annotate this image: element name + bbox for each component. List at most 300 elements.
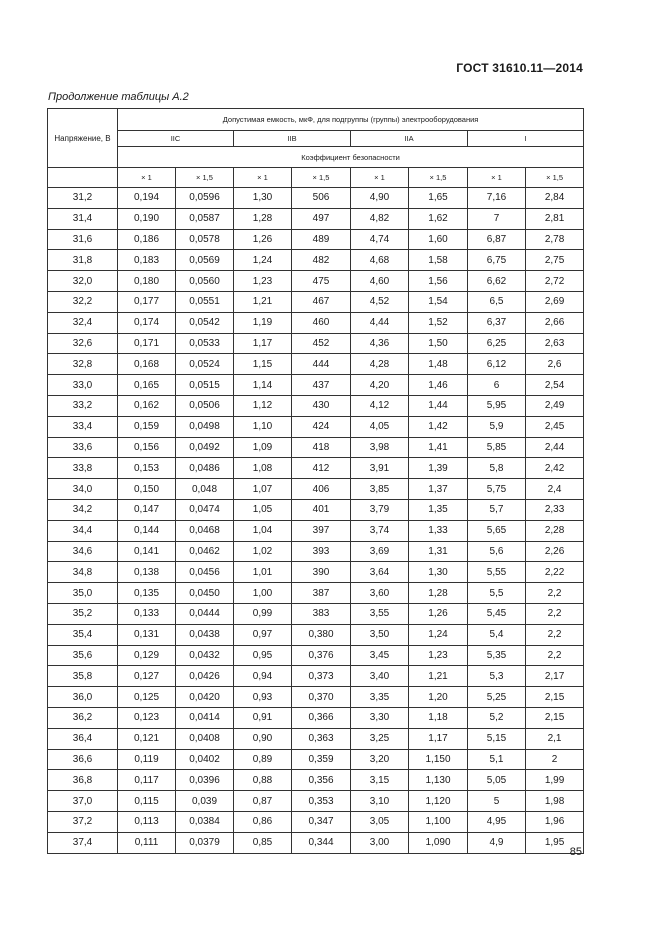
capacitance-cell: 0,0384	[176, 811, 234, 832]
factor-spacer-cell	[48, 168, 118, 188]
voltage-cell: 32,2	[48, 291, 118, 312]
capacitance-cell: 2,2	[526, 624, 584, 645]
capacitance-cell: 1,17	[409, 728, 468, 749]
capacitance-cell: 387	[292, 583, 351, 604]
capacitance-cell: 5,95	[468, 395, 526, 416]
capacitance-cell: 1,24	[234, 250, 292, 271]
capacitance-cell: 1,24	[409, 624, 468, 645]
capacitance-cell: 0,373	[292, 666, 351, 687]
capacitance-cell: 0,153	[118, 458, 176, 479]
capacitance-cell: 0,129	[118, 645, 176, 666]
capacitance-table	[47, 108, 584, 854]
table-row	[48, 624, 584, 645]
capacitance-cell: 0,0498	[176, 416, 234, 437]
voltage-column-header: Напряжение, В	[48, 109, 118, 168]
capacitance-cell: 1,26	[234, 229, 292, 250]
capacitance-cell: 6,25	[468, 333, 526, 354]
capacitance-cell: 0,0426	[176, 666, 234, 687]
capacitance-cell: 1,37	[409, 479, 468, 500]
capacitance-cell: 0,0408	[176, 728, 234, 749]
voltage-cell: 33,2	[48, 395, 118, 416]
voltage-cell: 35,2	[48, 603, 118, 624]
voltage-cell: 31,4	[48, 208, 118, 229]
capacitance-cell: 1,30	[409, 562, 468, 583]
capacitance-cell: 1,04	[234, 520, 292, 541]
capacitance-cell: 4,28	[351, 354, 409, 375]
capacitance-cell: 2,49	[526, 395, 584, 416]
capacitance-cell: 4,74	[351, 229, 409, 250]
capacitance-cell: 1,35	[409, 499, 468, 520]
voltage-cell: 33,0	[48, 375, 118, 396]
capacitance-cell: 412	[292, 458, 351, 479]
capacitance-cell: 0,0462	[176, 541, 234, 562]
capacitance-cell: 0,376	[292, 645, 351, 666]
capacitance-cell: 5,85	[468, 437, 526, 458]
capacitance-cell: 0,0438	[176, 624, 234, 645]
table-row	[48, 291, 584, 312]
capacitance-cell: 497	[292, 208, 351, 229]
capacitance-cell: 3,10	[351, 791, 409, 812]
capacitance-cell: 0,048	[176, 479, 234, 500]
capacitance-cell: 5,7	[468, 499, 526, 520]
capacitance-cell: 0,0402	[176, 749, 234, 770]
capacitance-cell: 0,123	[118, 707, 176, 728]
capacitance-cell: 452	[292, 333, 351, 354]
capacitance-cell: 0,353	[292, 791, 351, 812]
capacitance-cell: 1,08	[234, 458, 292, 479]
capacitance-cell: 4,90	[351, 188, 409, 209]
voltage-cell: 31,8	[48, 250, 118, 271]
capacitance-cell: 1,130	[409, 770, 468, 791]
capacitance-cell: 1,31	[409, 541, 468, 562]
voltage-cell: 34,4	[48, 520, 118, 541]
capacitance-cell: 2,4	[526, 479, 584, 500]
capacitance-cell: 5,75	[468, 479, 526, 500]
capacitance-cell: 4,36	[351, 333, 409, 354]
group-header-i: I	[468, 131, 584, 147]
capacitance-cell: 1,12	[234, 395, 292, 416]
capacitance-cell: 5,25	[468, 687, 526, 708]
capacitance-cell: 0,0379	[176, 832, 234, 853]
capacitance-cell: 1,00	[234, 583, 292, 604]
capacitance-cell: 3,79	[351, 499, 409, 520]
table-row	[48, 458, 584, 479]
capacitance-cell: 0,162	[118, 395, 176, 416]
capacitance-cell: 2,75	[526, 250, 584, 271]
table-row	[48, 832, 584, 853]
table-row	[48, 312, 584, 333]
capacitance-cell: 5,8	[468, 458, 526, 479]
capacitance-cell: 0,93	[234, 687, 292, 708]
factor-header: × 1,5	[176, 168, 234, 188]
capacitance-cell: 0,0587	[176, 208, 234, 229]
capacitance-cell: 0,174	[118, 312, 176, 333]
capacitance-cell: 1,19	[234, 312, 292, 333]
page-number: 85	[569, 846, 582, 858]
capacitance-cell: 2,84	[526, 188, 584, 209]
voltage-cell: 35,6	[48, 645, 118, 666]
capacitance-cell: 0,190	[118, 208, 176, 229]
capacitance-cell: 0,0533	[176, 333, 234, 354]
table-row	[48, 229, 584, 250]
capacitance-cell: 2,69	[526, 291, 584, 312]
capacitance-cell: 1,20	[409, 687, 468, 708]
capacitance-cell: 4,60	[351, 271, 409, 292]
capacitance-cell: 3,74	[351, 520, 409, 541]
capacitance-cell: 6,62	[468, 271, 526, 292]
capacitance-cell: 430	[292, 395, 351, 416]
voltage-cell: 34,2	[48, 499, 118, 520]
capacitance-cell: 1,090	[409, 832, 468, 853]
capacitance-cell: 0,111	[118, 832, 176, 853]
capacitance-cell: 1,150	[409, 749, 468, 770]
capacitance-cell: 2,33	[526, 499, 584, 520]
table-row	[48, 188, 584, 209]
capacitance-cell: 6,87	[468, 229, 526, 250]
capacitance-cell: 3,91	[351, 458, 409, 479]
capacitance-cell: 2,17	[526, 666, 584, 687]
table-row	[48, 811, 584, 832]
capacitance-cell: 0,194	[118, 188, 176, 209]
capacitance-cell: 2,15	[526, 687, 584, 708]
capacitance-cell: 437	[292, 375, 351, 396]
capacitance-cell: 1,21	[409, 666, 468, 687]
capacitance-cell: 0,356	[292, 770, 351, 791]
voltage-cell: 35,8	[48, 666, 118, 687]
capacitance-cell: 3,85	[351, 479, 409, 500]
capacitance-cell: 1,39	[409, 458, 468, 479]
capacitance-cell: 5,6	[468, 541, 526, 562]
capacitance-cell: 1,23	[409, 645, 468, 666]
capacitance-cell: 0,0414	[176, 707, 234, 728]
capacitance-cell: 0,370	[292, 687, 351, 708]
voltage-cell: 32,8	[48, 354, 118, 375]
factor-header: × 1	[118, 168, 176, 188]
capacitance-cell: 0,95	[234, 645, 292, 666]
capacitance-cell: 0,117	[118, 770, 176, 791]
capacitance-cell: 0,0396	[176, 770, 234, 791]
capacitance-cell: 1,65	[409, 188, 468, 209]
table-row	[48, 562, 584, 583]
capacitance-cell: 1,44	[409, 395, 468, 416]
capacitance-cell: 2,26	[526, 541, 584, 562]
capacitance-cell: 0,87	[234, 791, 292, 812]
voltage-cell: 34,0	[48, 479, 118, 500]
document-code: ГОСТ 31610.11—2014	[456, 61, 583, 75]
table-row	[48, 728, 584, 749]
capacitance-cell: 3,25	[351, 728, 409, 749]
capacitance-cell: 1,26	[409, 603, 468, 624]
capacitance-cell: 1,54	[409, 291, 468, 312]
table-row	[48, 250, 584, 271]
capacitance-cell: 1,56	[409, 271, 468, 292]
capacitance-cell: 5,9	[468, 416, 526, 437]
capacitance-cell: 2,81	[526, 208, 584, 229]
capacitance-cell: 0,121	[118, 728, 176, 749]
capacitance-cell: 1,05	[234, 499, 292, 520]
capacitance-cell: 0,359	[292, 749, 351, 770]
capacitance-cell: 406	[292, 479, 351, 500]
capacitance-cell: 5,4	[468, 624, 526, 645]
capacitance-cell: 0,90	[234, 728, 292, 749]
capacitance-cell: 1,48	[409, 354, 468, 375]
capacitance-cell: 1,17	[234, 333, 292, 354]
voltage-cell: 32,4	[48, 312, 118, 333]
table-row	[48, 271, 584, 292]
table-row	[48, 499, 584, 520]
capacitance-cell: 0,344	[292, 832, 351, 853]
capacitance-cell: 3,45	[351, 645, 409, 666]
capacitance-cell: 0,119	[118, 749, 176, 770]
table-row	[48, 791, 584, 812]
table-row	[48, 395, 584, 416]
capacitance-cell: 489	[292, 229, 351, 250]
capacitance-cell: 3,20	[351, 749, 409, 770]
capacitance-cell: 506	[292, 188, 351, 209]
capacitance-cell: 3,00	[351, 832, 409, 853]
capacitance-cell: 460	[292, 312, 351, 333]
voltage-cell: 33,4	[48, 416, 118, 437]
capacitance-cell: 0,113	[118, 811, 176, 832]
capacitance-cell: 3,30	[351, 707, 409, 728]
capacitance-cell: 1,28	[409, 583, 468, 604]
capacitance-cell: 0,0456	[176, 562, 234, 583]
voltage-cell: 31,6	[48, 229, 118, 250]
capacitance-cell: 2	[526, 749, 584, 770]
capacitance-cell: 5,35	[468, 645, 526, 666]
voltage-cell: 36,0	[48, 687, 118, 708]
capacitance-cell: 7,16	[468, 188, 526, 209]
capacitance-cell: 1,21	[234, 291, 292, 312]
capacitance-cell: 0,150	[118, 479, 176, 500]
voltage-cell: 31,2	[48, 188, 118, 209]
factor-header: × 1,5	[409, 168, 468, 188]
capacitance-cell: 4,20	[351, 375, 409, 396]
capacitance-cell: 1,100	[409, 811, 468, 832]
capacitance-cell: 4,12	[351, 395, 409, 416]
capacitance-cell: 1,60	[409, 229, 468, 250]
capacitance-cell: 2,22	[526, 562, 584, 583]
factor-header: × 1	[468, 168, 526, 188]
capacitance-cell: 1,15	[234, 354, 292, 375]
factor-header: × 1	[351, 168, 409, 188]
capacitance-cell: 1,99	[526, 770, 584, 791]
capacitance-cell: 5,55	[468, 562, 526, 583]
capacitance-cell: 0,156	[118, 437, 176, 458]
capacitance-cell: 0,039	[176, 791, 234, 812]
capacitance-cell: 2,2	[526, 603, 584, 624]
capacitance-cell: 2,45	[526, 416, 584, 437]
capacitance-cell: 3,40	[351, 666, 409, 687]
capacitance-cell: 1,98	[526, 791, 584, 812]
capacitance-cell: 6,5	[468, 291, 526, 312]
capacitance-cell: 0,138	[118, 562, 176, 583]
capacitance-cell: 3,69	[351, 541, 409, 562]
capacitance-cell: 6	[468, 375, 526, 396]
table-row	[48, 583, 584, 604]
table-row	[48, 541, 584, 562]
table-row	[48, 520, 584, 541]
voltage-cell: 32,6	[48, 333, 118, 354]
capacitance-cell: 1,07	[234, 479, 292, 500]
capacitance-cell: 5,65	[468, 520, 526, 541]
capacitance-cell: 393	[292, 541, 351, 562]
capacitance-cell: 2,2	[526, 583, 584, 604]
capacitance-cell: 2,28	[526, 520, 584, 541]
capacitance-cell: 4,9	[468, 832, 526, 853]
capacitance-cell: 0,0444	[176, 603, 234, 624]
capacitance-cell: 0,186	[118, 229, 176, 250]
capacitance-cell: 2,1	[526, 728, 584, 749]
capacitance-cell: 0,94	[234, 666, 292, 687]
capacitance-cell: 0,347	[292, 811, 351, 832]
capacitance-cell: 0,0524	[176, 354, 234, 375]
capacitance-cell: 4,68	[351, 250, 409, 271]
table-row	[48, 437, 584, 458]
factor-header: × 1,5	[526, 168, 584, 188]
table-row	[48, 603, 584, 624]
capacitance-cell: 0,0542	[176, 312, 234, 333]
capacitance-cell: 5,05	[468, 770, 526, 791]
capacitance-cell: 5,45	[468, 603, 526, 624]
table-row	[48, 645, 584, 666]
capacitance-cell: 1,30	[234, 188, 292, 209]
capacitance-cell: 4,05	[351, 416, 409, 437]
table-row	[48, 333, 584, 354]
capacitance-cell: 0,91	[234, 707, 292, 728]
capacitance-cell: 0,0486	[176, 458, 234, 479]
capacitance-cell: 0,115	[118, 791, 176, 812]
group-header-iic: IIC	[118, 131, 234, 147]
voltage-cell: 35,0	[48, 583, 118, 604]
voltage-cell: 37,2	[48, 811, 118, 832]
table-row	[48, 208, 584, 229]
capacitance-cell: 0,0468	[176, 520, 234, 541]
capacitance-cell: 3,60	[351, 583, 409, 604]
capacitance-cell: 3,64	[351, 562, 409, 583]
capacitance-cell: 0,0569	[176, 250, 234, 271]
capacitance-cell: 2,72	[526, 271, 584, 292]
capacitance-cell: 3,55	[351, 603, 409, 624]
capacitance-cell: 3,50	[351, 624, 409, 645]
capacitance-cell: 0,0560	[176, 271, 234, 292]
capacitance-cell: 2,78	[526, 229, 584, 250]
capacitance-cell: 390	[292, 562, 351, 583]
capacitance-cell: 1,52	[409, 312, 468, 333]
capacitance-cell: 0,127	[118, 666, 176, 687]
capacitance-cell: 0,135	[118, 583, 176, 604]
capacitance-cell: 0,0551	[176, 291, 234, 312]
capacitance-cell: 4,52	[351, 291, 409, 312]
capacitance-cell: 2,54	[526, 375, 584, 396]
capacitance-cell: 444	[292, 354, 351, 375]
capacitance-cell: 0,89	[234, 749, 292, 770]
capacitance-cell: 0,0432	[176, 645, 234, 666]
capacitance-cell: 0,86	[234, 811, 292, 832]
capacitance-cell: 0,159	[118, 416, 176, 437]
capacity-header: Допустимая емкость, мкФ, для подгруппы (группы) электрооборудования	[118, 109, 584, 131]
capacitance-cell: 0,180	[118, 271, 176, 292]
capacitance-cell: 5,15	[468, 728, 526, 749]
voltage-cell: 37,0	[48, 791, 118, 812]
capacitance-cell: 0,133	[118, 603, 176, 624]
capacitance-cell: 0,168	[118, 354, 176, 375]
capacitance-cell: 1,33	[409, 520, 468, 541]
capacitance-cell: 4,82	[351, 208, 409, 229]
voltage-cell: 36,8	[48, 770, 118, 791]
capacitance-cell: 6,37	[468, 312, 526, 333]
capacitance-cell: 2,66	[526, 312, 584, 333]
capacitance-cell: 0,0515	[176, 375, 234, 396]
capacitance-cell: 383	[292, 603, 351, 624]
table-row	[48, 707, 584, 728]
capacitance-cell: 6,12	[468, 354, 526, 375]
capacitance-cell: 0,0492	[176, 437, 234, 458]
table-row	[48, 416, 584, 437]
capacitance-cell: 0,0450	[176, 583, 234, 604]
capacitance-cell: 0,366	[292, 707, 351, 728]
capacitance-cell: 5,3	[468, 666, 526, 687]
capacitance-cell: 1,120	[409, 791, 468, 812]
capacitance-cell: 0,131	[118, 624, 176, 645]
capacitance-cell: 424	[292, 416, 351, 437]
capacitance-cell: 0,125	[118, 687, 176, 708]
table-row	[48, 687, 584, 708]
capacitance-cell: 0,165	[118, 375, 176, 396]
capacitance-cell: 418	[292, 437, 351, 458]
group-header-iia: IIA	[351, 131, 468, 147]
capacitance-cell: 0,183	[118, 250, 176, 271]
capacitance-cell: 2,44	[526, 437, 584, 458]
capacitance-cell: 0,141	[118, 541, 176, 562]
capacitance-cell: 0,97	[234, 624, 292, 645]
capacitance-cell: 1,95	[526, 832, 584, 853]
capacitance-cell: 1,58	[409, 250, 468, 271]
capacitance-cell: 5	[468, 791, 526, 812]
table-row	[48, 770, 584, 791]
voltage-cell: 34,6	[48, 541, 118, 562]
voltage-cell: 32,0	[48, 271, 118, 292]
capacitance-cell: 1,14	[234, 375, 292, 396]
capacitance-cell: 0,0596	[176, 188, 234, 209]
capacitance-cell: 3,15	[351, 770, 409, 791]
capacitance-cell: 5,5	[468, 583, 526, 604]
capacitance-cell: 0,0506	[176, 395, 234, 416]
table-row	[48, 375, 584, 396]
capacitance-cell: 0,0578	[176, 229, 234, 250]
voltage-cell: 37,4	[48, 832, 118, 853]
capacitance-cell: 0,171	[118, 333, 176, 354]
capacitance-cell: 2,42	[526, 458, 584, 479]
capacitance-cell: 0,147	[118, 499, 176, 520]
factor-header: × 1,5	[292, 168, 351, 188]
capacitance-cell: 1,96	[526, 811, 584, 832]
voltage-cell: 36,2	[48, 707, 118, 728]
capacitance-cell: 1,01	[234, 562, 292, 583]
capacitance-cell: 0,177	[118, 291, 176, 312]
table-caption: Продолжение таблицы А.2	[48, 91, 189, 103]
voltage-cell: 35,4	[48, 624, 118, 645]
capacitance-cell: 5,1	[468, 749, 526, 770]
capacitance-cell: 0,0420	[176, 687, 234, 708]
capacitance-cell: 397	[292, 520, 351, 541]
voltage-cell: 33,8	[48, 458, 118, 479]
capacitance-cell: 3,98	[351, 437, 409, 458]
capacitance-cell: 0,363	[292, 728, 351, 749]
capacitance-cell: 4,44	[351, 312, 409, 333]
voltage-cell: 36,4	[48, 728, 118, 749]
capacitance-cell: 1,42	[409, 416, 468, 437]
